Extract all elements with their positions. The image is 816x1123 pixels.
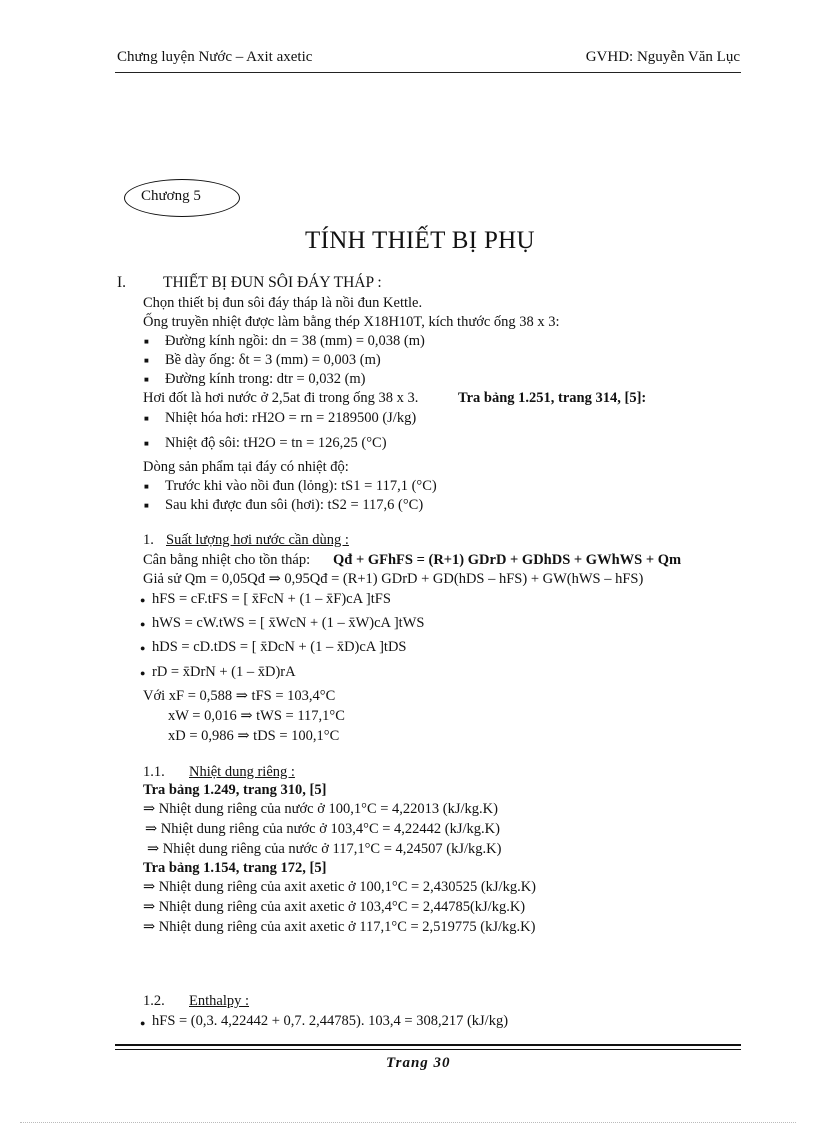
sub1-heading-wrap <box>166 531 349 549</box>
body-line: Chọn thiết bị đun sôi đáy tháp là nồi đun Kettle. <box>143 295 423 311</box>
body-line: Sau khi được đun sôi (hơi): tS2 = 117,6 (°C) <box>165 497 424 513</box>
sub12-heading: Enthalpy : <box>189 993 250 1009</box>
header-rule <box>115 72 741 73</box>
bullet-dot: ● <box>140 668 146 678</box>
with-value-2: xW = 0,016 ⇒ tWS = 117,1°C <box>168 708 345 724</box>
header-right: GVHD: Nguyễn Văn Lục <box>585 49 740 65</box>
bullet-square: ■ <box>144 375 149 384</box>
body-line: Đường kính trong: dtr = 0,032 (m) <box>165 371 366 387</box>
footer-rule-thin <box>115 1049 741 1050</box>
acid-cp-3: ⇒ Nhiệt dung riêng của axit axetic ở 117,1°C = 2,519775 (kJ/kg.K) <box>143 919 536 935</box>
header-left: Chưng luyện Nước – Axit axetic <box>117 49 313 65</box>
water-cp-3: ⇒ Nhiệt dung riêng của nước ở 117,1°C = 4,24507 (kJ/kg.K) <box>147 841 502 857</box>
section-number: I. <box>117 274 127 291</box>
reference-1: Tra bảng 1.251, trang 314, [5]: <box>458 390 647 406</box>
sub11-heading-wrap <box>189 763 295 781</box>
water-cp-2: ⇒ Nhiệt dung riêng của nước ở 103,4°C = 4,22442 (kJ/kg.K) <box>145 821 500 837</box>
sub11-number: 1.1. <box>143 764 165 780</box>
body-line: Ống truyền nhiệt được làm bằng thép X18H10T, kích thước ống 38 x 3: <box>143 314 560 330</box>
acid-cp-2: ⇒ Nhiệt dung riêng của axit axetic ở 103,4°C = 2,44785(kJ/kg.K) <box>143 899 526 915</box>
reference-2: Tra bảng 1.249, trang 310, [5] <box>143 782 327 798</box>
equation-line: rD = x̄DrN + (1 – x̄D)rA <box>152 664 296 680</box>
page-title: TÍNH THIẾT BỊ PHỤ <box>305 227 535 254</box>
body-line: Bề dày ống: δt = 3 (mm) = 0,003 (m) <box>165 352 381 368</box>
enthalpy-line: hFS = (0,3. 4,22442 + 0,7. 2,44785). 103,4 = 308,217 (kJ/kg) <box>152 1013 509 1029</box>
sub1-heading: Suất lượng hơi nước cần dùng : <box>166 532 349 548</box>
with-value-3: xD = 0,986 ⇒ tDS = 100,1°C <box>168 728 340 744</box>
body-line: Nhiệt độ sôi: tH2O = tn = 126,25 (°C) <box>165 435 387 451</box>
bullet-dot: ● <box>140 1018 146 1028</box>
body-line: Nhiệt hóa hơi: rH2O = rn = 2189500 (J/kg) <box>165 410 417 426</box>
footer-rule-thick <box>115 1044 741 1046</box>
bullet-dot: ● <box>140 595 146 605</box>
acid-cp-1: ⇒ Nhiệt dung riêng của axit axetic ở 100,1°C = 2,430525 (kJ/kg.K) <box>143 879 537 895</box>
sub11-heading: Nhiệt dung riêng : <box>189 764 295 780</box>
with-value-1: Với xF = 0,588 ⇒ tFS = 103,4°C <box>143 688 336 704</box>
bullet-square: ■ <box>144 439 149 448</box>
equation-line: hWS = cW.tWS = [ x̄WcN + (1 – x̄W)cA ]tWS <box>152 615 425 631</box>
bullet-square: ■ <box>144 482 149 491</box>
body-line: Trước khi vào nồi đun (lỏng): tS1 = 117,1 (°C) <box>165 478 437 494</box>
section-heading: THIẾT BỊ ĐUN SÔI ĐÁY THÁP : <box>163 274 382 291</box>
assumption-line: Giả sử Qm = 0,05Qđ ⇒ 0,95Qđ = (R+1) GDrD + GD(hDS – hFS) + GW(hWS – hFS) <box>143 571 644 587</box>
reference-3: Tra bảng 1.154, trang 172, [5] <box>143 860 327 876</box>
sub1-number: 1. <box>143 532 154 548</box>
page-number: Trang 30 <box>386 1055 451 1071</box>
body-line: Hơi đốt là hơi nước ở 2,5at đi trong ống 38 x 3. <box>143 390 419 406</box>
sub12-heading-wrap <box>189 992 249 1010</box>
bullet-square: ■ <box>144 356 149 365</box>
equation-line: hFS = cF.tFS = [ x̄FcN + (1 – x̄F)cA ]tFS <box>152 591 391 607</box>
bullet-square: ■ <box>144 337 149 346</box>
body-line: Đường kính ngồi: dn = 38 (mm) = 0,038 (m) <box>165 333 425 349</box>
body-line: Dòng sản phẩm tại đáy có nhiệt độ: <box>143 459 349 475</box>
chapter-label: Chương 5 <box>141 188 201 204</box>
balance-equation: Qđ + GFhFS = (R+1) GDrD + GDhDS + GWhWS + Qm <box>333 552 682 568</box>
sub12-number: 1.2. <box>143 993 165 1009</box>
bullet-square: ■ <box>144 414 149 423</box>
balance-label: Cân bằng nhiệt cho tồn tháp: <box>143 552 311 568</box>
equation-line: hDS = cD.tDS = [ x̄DcN + (1 – x̄D)cA ]tDS <box>152 639 407 655</box>
bullet-dot: ● <box>140 643 146 653</box>
water-cp-1: ⇒ Nhiệt dung riêng của nước ở 100,1°C = 4,22013 (kJ/kg.K) <box>143 801 498 817</box>
bullet-dot: ● <box>140 619 146 629</box>
bullet-square: ■ <box>144 501 149 510</box>
